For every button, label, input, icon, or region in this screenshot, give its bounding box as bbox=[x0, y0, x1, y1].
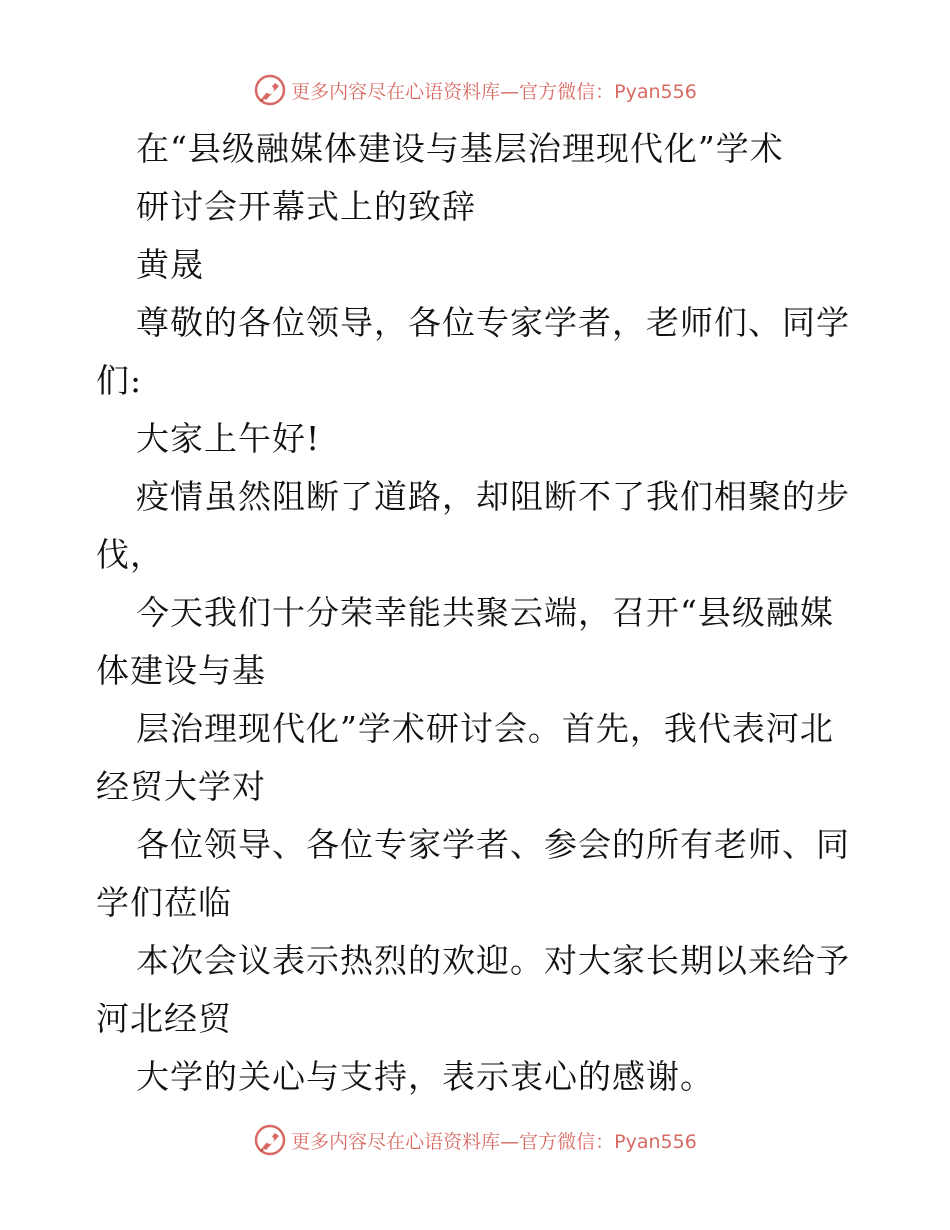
text-line: 层治理现代化”学术研讨会。首先，我代表河北 bbox=[136, 709, 834, 748]
pen-logo-icon bbox=[253, 73, 287, 107]
text-line: 今天我们十分荣幸能共聚云端，召开“县级融媒 bbox=[136, 593, 834, 632]
pen-logo-icon bbox=[253, 1123, 287, 1157]
text-line: 河北经贸 bbox=[96, 999, 232, 1038]
text-line: 经贸大学对 bbox=[96, 767, 266, 806]
footer-watermark bbox=[0, 1120, 950, 1160]
text-line: 本次会议表示热烈的欢迎。对大家长期以来给予 bbox=[136, 941, 850, 980]
text-line: 疫情虽然阻断了道路，却阻断不了我们相聚的步 bbox=[136, 477, 850, 516]
text-line: 大学的关心与支持，表示衷心的感谢。 bbox=[136, 1057, 714, 1096]
text-line: 们: bbox=[96, 361, 143, 400]
text-line: 黄晟 bbox=[136, 245, 204, 284]
text-line: 在“县级融媒体建设与基层治理现代化”学术 bbox=[136, 129, 784, 168]
header-watermark bbox=[0, 70, 950, 110]
text-line: 伐， bbox=[96, 535, 164, 574]
text-line: 各位领导、各位专家学者、参会的所有老师、同 bbox=[136, 825, 850, 864]
watermark-text: 更多内容尽在心语资料库—官方微信：Pyan556 bbox=[291, 80, 697, 103]
text-line: 大家上午好! bbox=[136, 419, 321, 458]
text-line: 学们莅临 bbox=[96, 883, 232, 922]
document-body bbox=[96, 120, 856, 1106]
text-line: 尊敬的各位领导，各位专家学者，老师们、同学 bbox=[136, 303, 850, 342]
text-line: 体建设与基 bbox=[96, 651, 266, 690]
watermark-text: 更多内容尽在心语资料库—官方微信：Pyan556 bbox=[291, 1130, 697, 1153]
text-line: 研讨会开幕式上的致辞 bbox=[136, 187, 476, 226]
